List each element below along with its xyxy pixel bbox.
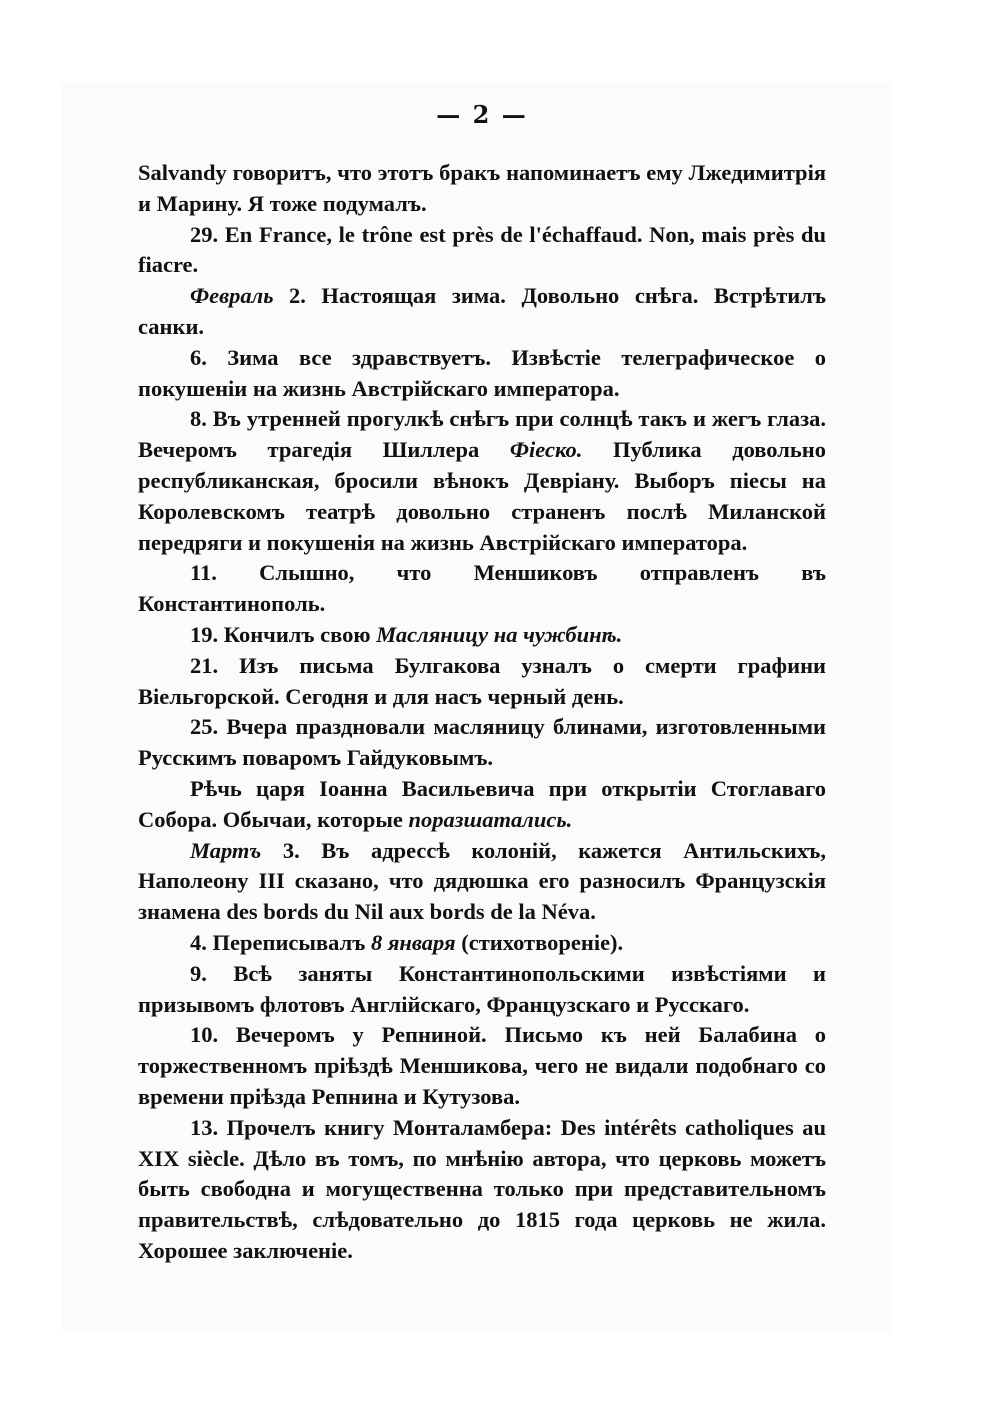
entry-text: 11. Слышно, что Меншиковъ отправленъ въ Константинополь. xyxy=(138,560,826,617)
diary-entry xyxy=(138,928,826,959)
diary-entry xyxy=(138,404,826,558)
entry-text: Публика довольно республиканская, бросили вѣнокъ Девріану. Выборъ піесы на Королевскомъ театрѣ довольно страненъ послѣ Миланской передряги и покушенія на жизнь Австрійскаго императора. xyxy=(138,437,826,555)
diary-entry xyxy=(138,620,826,651)
diary-entry xyxy=(138,1020,826,1112)
work-title: Фіеско. xyxy=(509,437,583,463)
entry-text: 10. Вечеромъ у Репниной. Письмо къ ней Балабина о торжественномъ пріѣздѣ Меншикова, чего не видали подобнаго со времени пріѣзда Репнина и Кутузова. xyxy=(138,1022,826,1109)
entry-text: 21. Изъ письма Булгакова узналъ о смерти графини Віельгорской. Сегодня и для насъ черный день. xyxy=(138,652,826,709)
work-title: 8 января xyxy=(370,929,456,955)
diary-entry xyxy=(138,343,826,405)
entry-text: 4. Переписывалъ xyxy=(190,929,371,955)
entry-text: 25. Вчера праздновали масляницу блинами, изготовленными Русскимъ поваромъ Гайдуковымъ. xyxy=(138,714,826,771)
entry-text: 3. Въ адрессѣ колоній, кажется Антильскихъ, Наполеону III сказано, что дядюшка его разносилъ Французскія знамена des bords du Nil aux bords de la Néva. xyxy=(138,837,826,925)
diary-entry xyxy=(138,220,826,282)
work-title: Масляницу на чужбинѣ. xyxy=(376,621,623,647)
entry-text: (стихотвореніе). xyxy=(455,929,624,955)
month-heading: Февраль xyxy=(190,283,274,309)
entry-text: Рѣчь царя Іоанна Васильевича при открытіи Стоглаваго Собора. Обычаи, которые xyxy=(138,775,826,832)
page-number: — 2 — xyxy=(436,100,528,129)
diary-entry xyxy=(138,774,826,836)
entry-text: 29. En France, le trône est près de l'échaffaud. Non, mais près du fiacre. xyxy=(138,221,826,278)
diary-entry xyxy=(138,1113,826,1267)
month-heading: Мартъ xyxy=(190,837,262,863)
entry-text: 2. Настоящая зима. Довольно снѣга. Встрѣтилъ санки. xyxy=(138,283,826,339)
entry-text: 6. Зима все здравствуетъ. Извѣстіе телеграфическое о покушеніи на жизнь Австрійскаго императора. xyxy=(138,344,826,401)
diary-entry xyxy=(138,558,826,620)
diary-entry xyxy=(138,959,826,1021)
entry-text: 8. Въ утренней прогулкѣ снѣгъ при солнцѣ такъ и жегъ глаза. Вечеромъ трагедія Шиллера xyxy=(138,406,826,463)
diary-entry xyxy=(138,281,826,343)
diary-entry xyxy=(138,836,826,928)
entry-text: 9. Всѣ заняты Константинопольскими извѣстіями и призывомъ флотовъ Англійскаго, Французскаго и Русскаго. xyxy=(138,960,826,1017)
diary-text xyxy=(138,158,826,1267)
diary-entry xyxy=(138,651,826,713)
paragraph xyxy=(138,158,826,220)
entry-text: 19. Кончилъ свою xyxy=(190,621,377,647)
emphasized-word: поразшатались. xyxy=(408,806,573,832)
paragraph-text: Salvandy говоритъ, что этотъ бракъ напоминаетъ ему Лжедимитрія и Марину. Я тоже подумалъ. xyxy=(138,160,826,216)
entry-text: 13. Прочелъ книгу Монталамбера: Des intérêts catholiques au XIX siècle. Дѣло въ томъ, по мнѣнію автора, что церковь можетъ быть свободна и могущественна только при представительномъ правительствѣ, слѣдовательно до 1815 года церковь не жила. Хорошее заключеніе. xyxy=(138,1114,826,1263)
diary-entry xyxy=(138,712,826,774)
